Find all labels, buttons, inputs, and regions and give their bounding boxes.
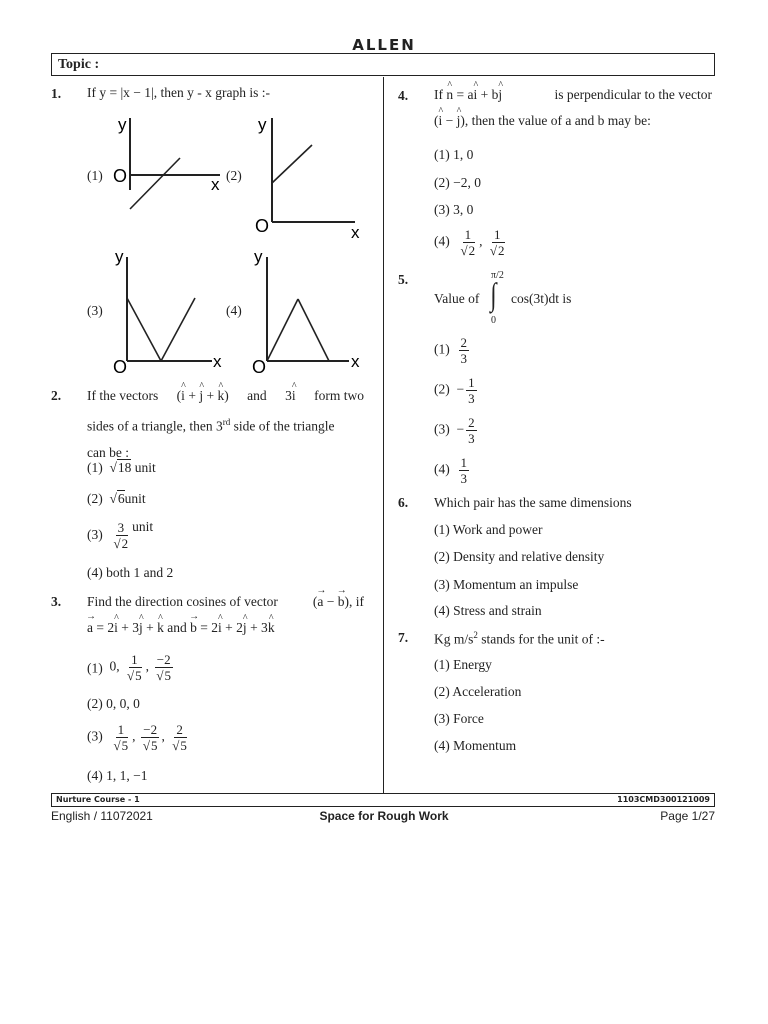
q1-g2-axis-y: y	[258, 115, 267, 134]
q5-o4-num: 1	[460, 455, 467, 470]
q3-option-1: (1) 0, $\frac{1}{√5}$ , $\frac{-2}{√5}$	[87, 652, 172, 683]
q3-text-if: , if	[349, 594, 364, 609]
q7-number: 7.	[398, 630, 409, 645]
q1-option-2-label: (2)	[226, 168, 242, 183]
q1-option-4-label: (4)	[226, 303, 242, 318]
q7-sup: 2	[473, 630, 478, 640]
q5-option-3: (3) − $\frac{2}{3}$	[434, 415, 475, 446]
q1-g3-axis-y: y	[115, 247, 124, 266]
q4-option-3: (3) 3, 0	[434, 202, 474, 217]
q5-o2-num: 1	[468, 375, 475, 390]
q2-o1-label: (1)	[87, 460, 103, 475]
q5-o2-den: 3	[468, 391, 475, 406]
q7-option-4: (4) Momentum	[434, 738, 517, 753]
q2-o3-den: 2	[121, 536, 129, 552]
footer-bar	[51, 793, 715, 807]
q2-o2-label: (2)	[87, 491, 103, 506]
q3-option-2: (2) 0, 0, 0	[87, 696, 140, 711]
q2-text-c: form two	[314, 388, 364, 403]
q4-option-1: (1) 1, 0	[434, 147, 474, 162]
q5-upper-limit: π/2	[491, 270, 504, 281]
q2-option-1: (1) √18 unit	[87, 460, 156, 475]
q6-option-2: (2) Density and relative density	[434, 549, 605, 564]
topic-box	[51, 53, 715, 76]
q7-option-3: (3) Force	[434, 711, 484, 726]
q2-option-3: (3) $\frac{3}{√2}$ unit	[87, 519, 154, 552]
q1-g3-origin: O	[113, 357, 128, 375]
q5-o1-den: 3	[460, 351, 467, 366]
q2-vector-sum: (i ^ + j ^ + k ^)	[177, 383, 229, 409]
q1-number: 1.	[51, 86, 62, 101]
q7-text-a: Kg m/s	[434, 631, 474, 647]
q4-line2-wrap: (i ^ − j ^), then the value of a and b may be:	[434, 108, 712, 134]
footer-page: Page 1/27	[660, 809, 715, 823]
q3-option-4: (4) 1, 1, −1	[87, 768, 148, 783]
q4-if: If n ^ = ai ^ + bj ^	[434, 82, 502, 108]
q1-graph-1-line	[105, 112, 230, 242]
q5-o1-num: 2	[460, 335, 467, 350]
footer-rough-work: Space for Rough Work	[319, 809, 449, 823]
q2-sup: rd	[222, 417, 231, 427]
q6-option-3: (3) Momentum an impulse	[434, 577, 579, 592]
q1-graph-4	[250, 245, 375, 375]
q5-integral-sign: ∫	[490, 276, 497, 312]
q3-number: 3.	[51, 594, 62, 609]
footer-language-date: English / 11072021	[51, 809, 153, 823]
q1-g4-axis-x: x	[351, 352, 360, 371]
q2-text	[87, 383, 364, 466]
q1-g4-origin: O	[252, 357, 267, 375]
q1-graph-3	[110, 245, 235, 375]
q2-o2-value: 6	[117, 491, 125, 506]
topic-label: Topic :	[58, 57, 100, 72]
q6-text: Which pair has the same dimensions	[434, 495, 632, 510]
q5-option-4	[434, 455, 471, 486]
q6-option-1: (1) Work and power	[434, 522, 543, 537]
q6-option-4: (4) Stress and strain	[434, 603, 542, 618]
q4-number: 4.	[398, 88, 409, 103]
q4-line2: , then the value of a and b may be:	[464, 113, 651, 128]
q1-option-3-label: (3)	[87, 303, 103, 318]
q2-option-2: (2) √6unit	[87, 491, 146, 506]
q5-lower-limit: 0	[491, 315, 496, 326]
q4-o4-label: (4)	[434, 233, 450, 249]
q1-graph-2	[250, 110, 375, 240]
footer-course: Nurture Course - 1	[56, 795, 140, 804]
q3-text-main: Find the direction cosines of vector	[87, 594, 278, 609]
q2-o1-unit: unit	[134, 460, 156, 475]
q2-o3-label: (3)	[87, 527, 103, 542]
q1-option-1-label: (1)	[87, 168, 103, 183]
q5-text: Value of	[434, 291, 480, 306]
q5-o4-label: (4)	[434, 461, 450, 477]
q2-text-b: and	[247, 388, 267, 403]
q5-integrand: cos(3t)dt is	[511, 291, 572, 306]
q2-line3: can be :	[87, 444, 129, 460]
q3-vectors: a → = 2i ^ + 3j ^ + k ^ and b → = 2i ^ + 2j ^ + 3k ^	[87, 615, 364, 641]
q4-option-4: (4) $\frac{1}{√2}$ , $\frac{1}{√2}$	[434, 227, 505, 258]
q5-o2-label: (2)	[434, 381, 450, 397]
q2-o3-num: 3	[117, 520, 125, 536]
brand-logo: ALLEN	[352, 36, 416, 54]
q1-g2-axis-x: x	[351, 223, 360, 240]
q5-o1-label: (1)	[434, 341, 450, 357]
q6-number: 6.	[398, 495, 409, 510]
q4-eq: is perpendicular to the vector	[554, 87, 712, 102]
q4-text	[434, 82, 712, 134]
q1-g4-axis-y: y	[254, 247, 263, 266]
q3-o1-label: (1)	[87, 660, 103, 676]
q1-g1-origin: O	[113, 166, 128, 186]
q5-o3-label: (3)	[434, 421, 450, 437]
q3-option-3: (3) $\frac{1}{√5}$ , $\frac{-2}{√5}$ , $\frac{2}{√5}$	[87, 722, 187, 753]
q7-text	[434, 630, 605, 648]
q7-option-2: (2) Acceleration	[434, 684, 522, 699]
q7-option-1: (1) Energy	[434, 657, 492, 672]
q1-text: If y = |x − 1|, then y - x graph is :-	[87, 85, 270, 100]
column-divider	[383, 77, 384, 793]
q3-vector-diff: (a → − b →), if	[313, 589, 364, 615]
q4-option-2: (2) −2, 0	[434, 175, 481, 190]
q5-o4-den: 3	[460, 471, 467, 486]
q5-option-1	[434, 335, 471, 366]
q5-o3-den: 3	[468, 431, 475, 446]
q1-g1-axis-x: x	[211, 175, 220, 192]
q2-o3-unit: unit	[132, 519, 154, 534]
q2-o2-unit: unit	[124, 491, 146, 506]
q5-option-2: (2) − $\frac{1}{3}$	[434, 375, 475, 406]
q5-o3-num: 2	[468, 415, 475, 430]
q5-number: 5.	[398, 272, 409, 287]
q1-g2-origin: O	[255, 216, 270, 236]
q2-line2: sides of a triangle, then 3	[87, 418, 223, 434]
q2-text-a: If the vectors	[87, 388, 159, 403]
q2-vector-3i: 3i ^	[285, 383, 296, 409]
q3-text	[87, 589, 364, 641]
q2-number: 2.	[51, 388, 62, 403]
q7-text-b: stands for the unit of :-	[477, 631, 605, 647]
q1-g1-axis-y: y	[118, 115, 127, 134]
q2-line2b: side of the triangle	[230, 418, 335, 434]
q2-option-4: (4) both 1 and 2	[87, 565, 174, 580]
q3-o3-label: (3)	[87, 728, 103, 744]
footer-code: 1103CMD300121009	[617, 795, 710, 804]
q1-g3-axis-x: x	[213, 352, 222, 371]
q2-o1-value: 18	[117, 460, 132, 475]
